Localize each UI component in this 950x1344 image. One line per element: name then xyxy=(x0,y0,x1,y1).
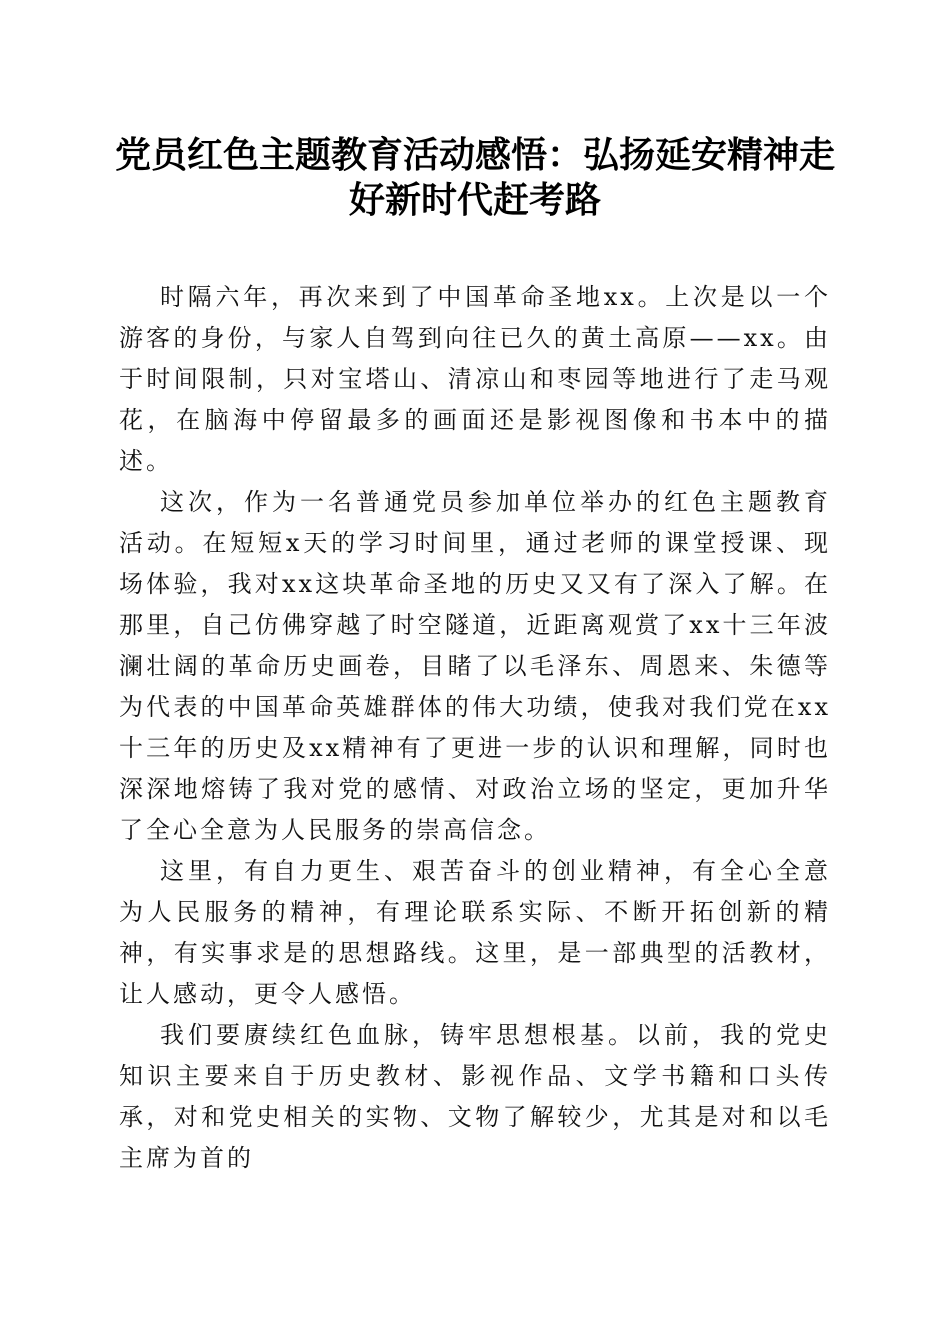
paragraph: 时隔六年，再次来到了中国革命圣地xx。上次是以一个游客的身份，与家人自驾到向往已久的黄土高原——xx。由于时间限制，只对宝塔山、清凉山和枣园等地进行了走马观花，在脑海中停留最多的画面还是影视图像和书本中的描述。 xyxy=(119,283,831,475)
document-body xyxy=(119,277,831,1179)
paragraph: 这里，有自力更生、艰苦奋斗的创业精神，有全心全意为人民服务的精神，有理论联系实际、不断开拓创新的精神，有实事求是的思想路线。这里，是一部典型的活教材，让人感动，更令人感悟。 xyxy=(119,857,831,1008)
paragraph: 我们要赓续红色血脉，铸牢思想根基。以前，我的党史知识主要来自于历史教材、影视作品、文学书籍和口头传承，对和党史相关的实物、文物了解较少，尤其是对和以毛主席为首的 xyxy=(119,1021,831,1172)
paragraph: 这次，作为一名普通党员参加单位举办的红色主题教育活动。在短短x天的学习时间里，通过老师的课堂授课、现场体验，我对xx这块革命圣地的历史又又有了深入了解。在那里，自己仿佛穿越了时空隧道，近距离观赏了xx十三年波澜壮阔的革命历史画卷，目睹了以毛泽东、周恩来、朱德等为代表的中国革命英雄群体的伟大功绩，使我对我们党在xx十三年的历史及xx精神有了更进一步的认识和理解，同时也深深地熔铸了我对党的感情、对政治立场的坚定，更加升华了全心全意为人民服务的崇高信念。 xyxy=(119,488,831,844)
document-title: 党员红色主题教育活动感悟：弘扬延安精神走好新时代赶考路 xyxy=(114,134,835,221)
